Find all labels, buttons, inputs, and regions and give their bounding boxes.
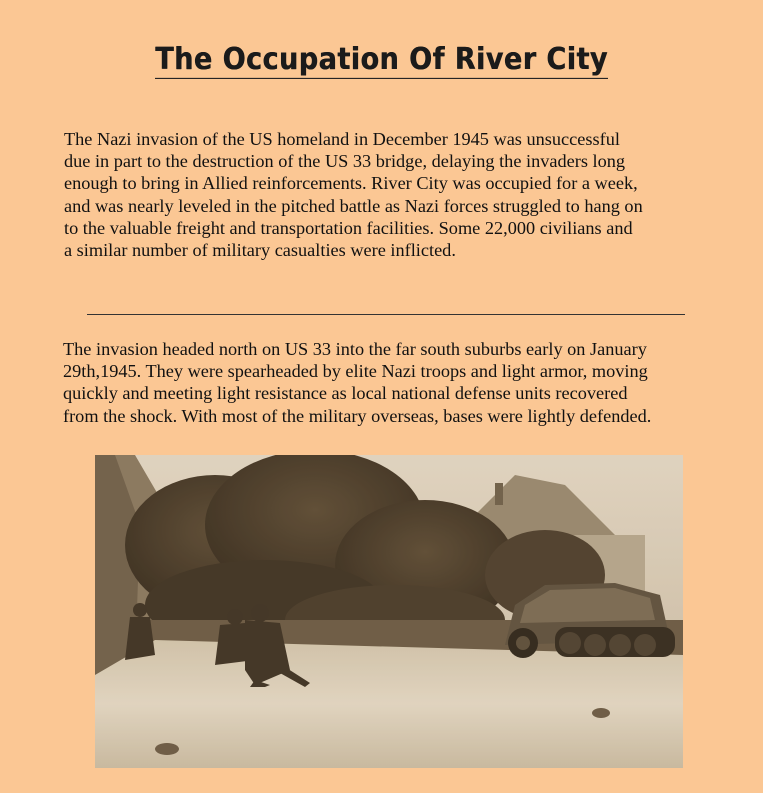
title-container [0, 44, 763, 77]
section-divider [87, 314, 685, 315]
page-title: The Occupation Of River City [155, 42, 608, 79]
intro-paragraph: The Nazi invasion of the US homeland in December 1945 was unsuccessful due in part to the destruction of the US 33 bridge, delaying the invaders long enough to bring in Allied reinforcements. River City was occupied for a week, and was nearly leveled in the pitched battle as Nazi forces struggled to hang on to the valuable freight and transportation facilities. Some 22,000 civilians and a similar number of military casualties were inflicted. [64, 129, 643, 261]
soldiers-and-halftrack-photo [95, 455, 683, 768]
invasion-paragraph: The invasion headed north on US 33 into the far south suburbs early on January 29th,1945. They were spearheaded by elite Nazi troops and light armor, moving quickly and meeting light resistance as local national defense units recovered from the shock. With most of the military overseas, bases were lightly defended. [63, 339, 652, 426]
